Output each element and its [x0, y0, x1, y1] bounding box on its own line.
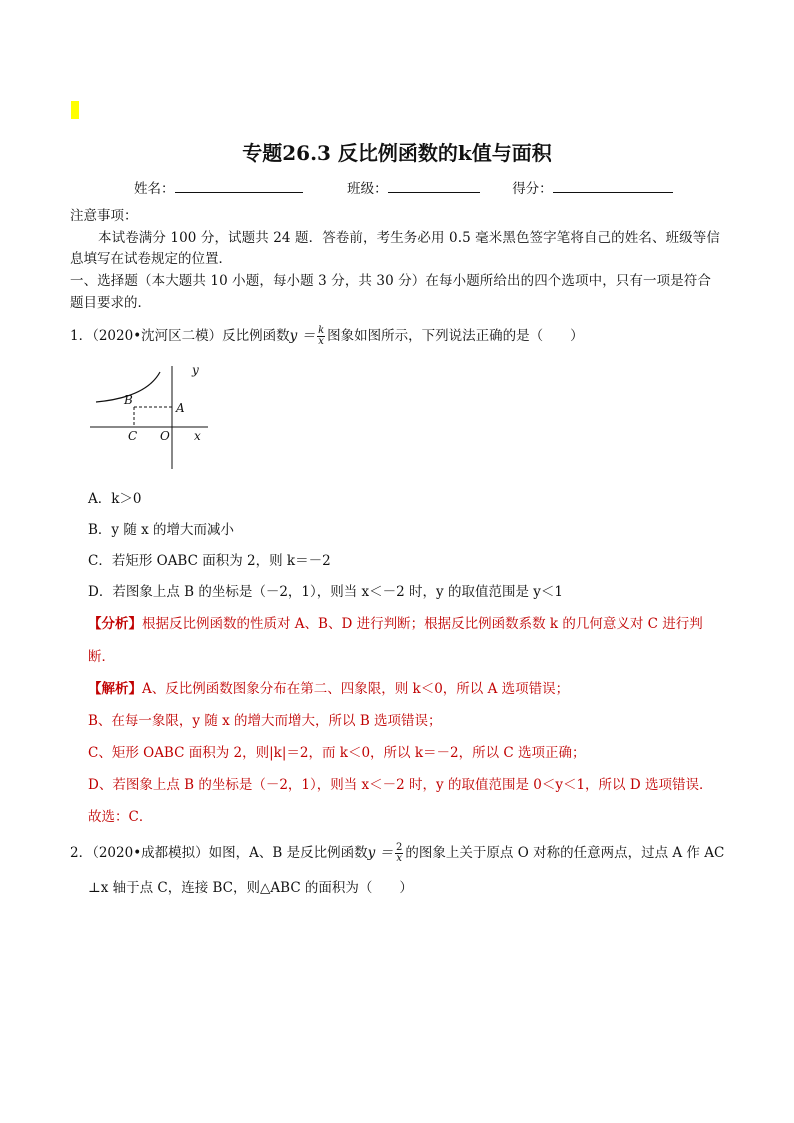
class-field[interactable]: [388, 178, 480, 193]
page-title: 专题26.3 反比例函数的k值与面积: [242, 141, 552, 165]
question-2-stem: [70, 843, 724, 864]
question-1-equation: y ＝: [289, 328, 316, 344]
name-field[interactable]: [175, 178, 303, 193]
question-2-fraction: $\frac{2}{x}$: [396, 842, 403, 864]
solution-tag: 【解析】: [88, 681, 142, 697]
question-1-option-a[interactable]: A．k＞0: [88, 491, 142, 507]
notice-line-1: 本试卷满分 100 分，试题共 24 题．答卷前，考生务必用 0.5 毫米黑色签字笔将自己的姓名、班级等信: [98, 230, 720, 246]
class-label: 班级：: [347, 181, 388, 197]
question-1-stem: [70, 326, 584, 347]
question-2-prefix: 2．（2020•成都模拟）如图，A、B 是反比例函数: [70, 845, 368, 861]
solution-answer: 故选：C．: [88, 809, 153, 825]
notice-heading: 注意事项：: [70, 208, 138, 224]
question-2-equation: y ＝: [367, 845, 394, 861]
analysis-line-2: 断．: [88, 649, 115, 665]
solution-line-1: A、反比例函数图象分布在第二、四象限，则 k＜0，所以 A 选项错误；: [142, 681, 570, 697]
question-1-solution: [88, 679, 569, 699]
label-A: A: [176, 401, 185, 415]
question-1-option-b[interactable]: B．y 随 x 的增大而减小: [88, 522, 235, 538]
question-1-option-c[interactable]: C．若矩形 OABC 面积为 2，则 k＝－2: [88, 553, 331, 569]
solution-line-4: D、若图象上点 B 的坐标是（－2，1），则当 x＜－2 时，y 的取值范围是 0＜y＜1，所以 D 选项错误．: [88, 777, 713, 793]
label-C: C: [128, 429, 138, 443]
section-heading-line-2: 题目要求的．: [70, 295, 151, 311]
score-field[interactable]: [553, 178, 673, 193]
label-y: y: [192, 364, 199, 377]
solution-line-3: C、矩形 OABC 面积为 2，则|k|＝2，而 k＜0，所以 k＝－2，所以 C 选项正确；: [88, 745, 586, 761]
analysis-line-1: 根据反比例函数的性质对 A、B、D 进行判断；根据反比例函数系数 k 的几何意义对 C 进行判: [142, 616, 703, 632]
score-label: 得分：: [512, 181, 553, 197]
notice-line-2: 息填写在试卷规定的位置．: [70, 251, 232, 267]
analysis-tag: 【分析】: [88, 616, 142, 632]
highlight-marker: [71, 101, 79, 119]
name-label: 姓名：: [134, 181, 175, 197]
question-1-suffix: 图象如图所示，下列说法正确的是（ ）: [327, 328, 584, 344]
question-1-option-d[interactable]: D．若图象上点 B 的坐标是（－2，1），则当 x＜－2 时，y 的取值范围是 y＜1: [88, 584, 563, 600]
question-1-fraction: $\frac{k}{x}$: [318, 325, 325, 347]
question-2-line-2: ⊥x 轴于点 C，连接 BC，则△ABC 的面积为（ ）: [88, 880, 413, 896]
question-1-graph: [88, 364, 213, 472]
label-x: x: [194, 429, 201, 443]
section-heading-line-1: 一、选择题（本大题共 10 小题，每小题 3 分，共 30 分）在每小题所给出的四个选项中，只有一项是符合: [70, 273, 711, 289]
question-1-analysis: [88, 614, 703, 634]
question-2-suffix: 的图象上关于原点 O 对称的任意两点，过点 A 作 AC: [405, 845, 725, 861]
question-1-prefix: 1．（2020•沈河区二模）反比例函数: [70, 328, 290, 344]
student-info-row: [134, 178, 673, 199]
label-O: O: [160, 429, 170, 443]
solution-line-2: B、在每一象限，y 随 x 的增大而增大，所以 B 选项错误；: [88, 713, 442, 729]
label-B: B: [124, 393, 133, 407]
